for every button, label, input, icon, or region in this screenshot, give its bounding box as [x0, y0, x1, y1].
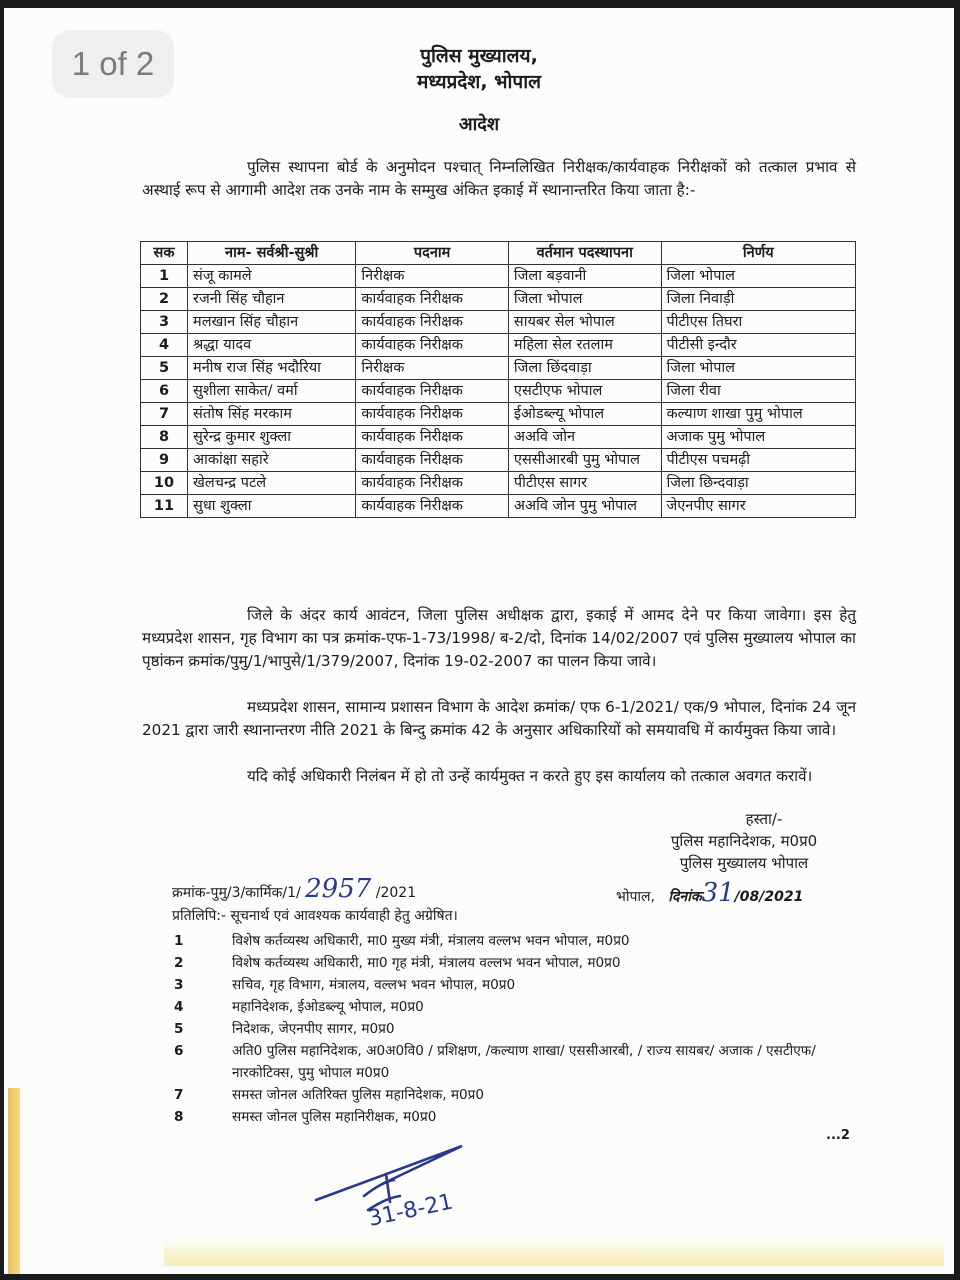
- signature-icon: [304, 1138, 504, 1228]
- cell-designation: कार्यवाहक निरीक्षक: [356, 495, 509, 518]
- table-body: [141, 265, 856, 518]
- cell-designation: कार्यवाहक निरीक्षक: [356, 426, 509, 449]
- cell-current-posting: ईओडब्ल्यू भोपाल: [508, 403, 661, 426]
- copy-to-item: [174, 952, 864, 974]
- copy-to-item: [174, 1018, 864, 1040]
- order-title: आदेश: [458, 114, 500, 135]
- reference-handwritten-number: 2957: [305, 874, 372, 904]
- copy-to-item-text: विशेष कर्तव्यस्थ अधिकारी, मा0 गृह मंत्री, मंत्रालय वल्लभ भवन भोपाल, म0प्र0: [232, 955, 621, 971]
- reference-number: [172, 874, 416, 904]
- table-row: [141, 403, 856, 426]
- cell-current-posting: सायबर सेल भोपाल: [508, 311, 661, 334]
- cell-current-posting: एसटीएफ भोपाल: [508, 380, 661, 403]
- copy-to-item: [174, 1040, 864, 1084]
- cell-decision: अजाक पुमु भोपाल: [661, 426, 855, 449]
- table-row: [141, 265, 856, 288]
- cell-name: संजू कामले: [188, 265, 356, 288]
- copy-to-item-text: निदेशक, जेएनपीए सागर, म0प्र0: [232, 1021, 395, 1037]
- table-row: [141, 334, 856, 357]
- table-row: [141, 472, 856, 495]
- cell-designation: कार्यवाहक निरीक्षक: [356, 311, 509, 334]
- cell-serial: 3: [141, 311, 188, 334]
- cell-name: सुधा शुक्ला: [188, 495, 356, 518]
- cell-decision: जिला रीवा: [661, 380, 855, 403]
- cell-serial: 2: [141, 288, 188, 311]
- cell-designation: कार्यवाहक निरीक्षक: [356, 380, 509, 403]
- copy-to-intro: प्रतिलिपि:- सूचनार्थ एवं आवश्यक कार्यवाही हेतु अग्रेषित।: [172, 908, 458, 924]
- paragraph-3: [142, 765, 856, 788]
- cell-decision: पीटीएस तिघरा: [661, 311, 855, 334]
- cell-current-posting: जिला छिंदवाड़ा: [508, 357, 661, 380]
- cell-current-posting: जिला भोपाल: [508, 288, 661, 311]
- table-row: [141, 449, 856, 472]
- cell-name: मलखान सिंह चौहान: [188, 311, 356, 334]
- copy-to-item-number: 2: [174, 955, 184, 971]
- transfer-table: [140, 241, 856, 518]
- dated-line: [616, 878, 803, 908]
- col-header-name: नाम- सर्वश्री-सुश्री: [188, 242, 356, 265]
- cell-designation: कार्यवाहक निरीक्षक: [356, 403, 509, 426]
- cell-serial: 9: [141, 449, 188, 472]
- signatory-title: पुलिस महानिदेशक, म0प्र0: [670, 832, 818, 850]
- paragraph-1-text: जिले के अंदर कार्य आवंटन, जिला पुलिस अधीक्षक द्वारा, इकाई में आमद देने पर किया जावेगा। इस हेतु मध्यप्रदेश शासन, गृह विभाग का पत्र क्रमांक-एफ-1-73/1998/ ब-2/दो, दिनांक 14/02/2007 एवं पुलिस मुख्यालय भोपाल का पृष्ठांकन क्रमांक/पुमु/1/भापुसे/1/379/2007, दिनांक 19-02-2007 का पालन किया जावे।: [142, 606, 856, 670]
- copy-to-item: [174, 974, 864, 996]
- cell-designation: कार्यवाहक निरीक्षक: [356, 449, 509, 472]
- col-header-designation: पदनाम: [356, 242, 509, 265]
- cell-serial: 11: [141, 495, 188, 518]
- cell-current-posting: जिला बड़वानी: [508, 265, 661, 288]
- cell-designation: कार्यवाहक निरीक्षक: [356, 288, 509, 311]
- copy-to-item-text: समस्त जोनल पुलिस महानिरीक्षक, म0प्र0: [232, 1109, 437, 1125]
- table-row: [141, 426, 856, 449]
- cell-current-posting: पीटीएस सागर: [508, 472, 661, 495]
- cell-designation: कार्यवाहक निरीक्षक: [356, 472, 509, 495]
- paragraph-2: [142, 696, 856, 742]
- col-header-serial: सक: [141, 242, 188, 265]
- copy-to-item-number: 8: [174, 1109, 184, 1125]
- cell-decision: जिला निवाड़ी: [661, 288, 855, 311]
- dated-label: दिनांक: [668, 889, 702, 905]
- signatory-block: [624, 808, 864, 874]
- copy-to-item-text: महानिदेशक, ईओडब्ल्यू भोपाल, म0प्र0: [232, 999, 424, 1015]
- cell-designation: निरीक्षक: [356, 265, 509, 288]
- cell-name: श्रद्धा यादव: [188, 334, 356, 357]
- cell-decision: जिला भोपाल: [661, 357, 855, 380]
- cell-serial: 1: [141, 265, 188, 288]
- col-header-decision: निर्णय: [661, 242, 855, 265]
- copy-to-item-number: 3: [174, 977, 184, 993]
- intro-paragraph: [142, 156, 856, 202]
- paragraph-2-text: मध्यप्रदेश शासन, सामान्य प्रशासन विभाग के आदेश क्रमांक/ एफ 6-1/2021/ एक/9 भोपाल, दिनांक 24 जून 2021 द्वारा जारी स्थानान्तरण नीति 2021 के बिन्दु क्रमांक 42 के अनुसार अधिकारियों को समयावधि में कार्यमुक्त किया जावे।: [142, 698, 856, 739]
- cell-name: संतोष सिंह मरकाम: [188, 403, 356, 426]
- cell-decision: कल्याण शाखा पुमु भोपाल: [661, 403, 855, 426]
- copy-to-item: [174, 1106, 864, 1128]
- cell-name: खेलचन्द्र पटले: [188, 472, 356, 495]
- cell-decision: पीटीसी इन्दौर: [661, 334, 855, 357]
- copy-to-item-text: सचिव, गृह विभाग, मंत्रालय, वल्लभ भवन भोपाल, म0प्र0: [232, 977, 516, 993]
- cell-current-posting: महिला सेल रतलाम: [508, 334, 661, 357]
- copy-to-item: [174, 930, 864, 952]
- reference-suffix: /2021: [375, 885, 417, 901]
- office-name: पुलिस मुख्यालय,: [420, 45, 538, 67]
- dated-handwritten-day: 31: [701, 878, 735, 908]
- cell-designation: निरीक्षक: [356, 357, 509, 380]
- signature-date: 31-8-21: [366, 1189, 456, 1228]
- table-row: [141, 380, 856, 403]
- cell-serial: 8: [141, 426, 188, 449]
- handwritten-signature: [304, 1138, 504, 1228]
- cell-name: मनीष राज सिंह भदौरिया: [188, 357, 356, 380]
- cell-current-posting: अअवि जोन: [508, 426, 661, 449]
- cell-decision: जिला छिन्दवाड़ा: [661, 472, 855, 495]
- copy-to-item-text: समस्त जोनल अतिरिक्त पुलिस महानिदेशक, म0प्र0: [232, 1087, 485, 1103]
- copy-to-list: [174, 930, 864, 1128]
- cell-serial: 6: [141, 380, 188, 403]
- signed-mark: हस्ता/-: [745, 810, 783, 828]
- dated-rest: /08/2021: [734, 889, 804, 905]
- copy-to-item-number: 1: [174, 933, 184, 949]
- table-row: [141, 357, 856, 380]
- cell-serial: 4: [141, 334, 188, 357]
- cell-serial: 10: [141, 472, 188, 495]
- cell-name: रजनी सिंह चौहान: [188, 288, 356, 311]
- cell-name: आकांक्षा सहारे: [188, 449, 356, 472]
- table-header-row: [141, 242, 856, 265]
- page-continuation: ...2: [826, 1128, 850, 1143]
- table-row: [141, 288, 856, 311]
- cell-name: सुशीला साकेत/ वर्मा: [188, 380, 356, 403]
- paragraph-1: [142, 604, 856, 673]
- table-row: [141, 311, 856, 334]
- office-location: मध्यप्रदेश, भोपाल: [416, 71, 542, 93]
- cell-serial: 5: [141, 357, 188, 380]
- intro-text: पुलिस स्थापना बोर्ड के अनुमोदन पश्चात् निम्नलिखित निरीक्षक/कार्यवाहक निरीक्षकों को तत्काल प्रभाव से अस्थाई रूप से आगामी आदेश तक उनके नाम के सम्मुख अंकित इकाई में स्थानान्तरित किया जाता है:-: [142, 158, 856, 199]
- cell-designation: कार्यवाहक निरीक्षक: [356, 334, 509, 357]
- copy-to-item: [174, 1084, 864, 1106]
- dated-place: भोपाल,: [616, 889, 655, 905]
- cell-decision: जेएनपीए सागर: [661, 495, 855, 518]
- cell-name: सुरेन्द्र कुमार शुक्ला: [188, 426, 356, 449]
- col-header-current-posting: वर्तमान पदस्थापना: [508, 242, 661, 265]
- cell-decision: पीटीएस पचमढ़ी: [661, 449, 855, 472]
- page-indicator: 1 of 2: [52, 30, 174, 98]
- copy-to-item-number: 5: [174, 1021, 184, 1037]
- cell-current-posting: अअवि जोन पुमु भोपाल: [508, 495, 661, 518]
- signatory-office: पुलिस मुख्यालय भोपाल: [679, 854, 809, 872]
- copy-to-item-text: अति0 पुलिस महानिदेशक, अ0अ0वि0 / प्रशिक्षण, /कल्याण शाखा/ एससीआरबी, / राज्य सायबर/ अजाक / एसटीएफ/ नारकोटिक्स, पुमु भोपाल म0प्र0: [232, 1043, 816, 1081]
- paragraph-3-text: यदि कोई अधिकारी निलंबन में हो तो उन्हें कार्यमुक्त न करते हुए इस कार्यालय को तत्काल अवगत करावें।: [247, 767, 813, 785]
- table-row: [141, 495, 856, 518]
- document-page: [4, 8, 954, 1274]
- cell-current-posting: एससीआरबी पुमु भोपाल: [508, 449, 661, 472]
- order-document: [4, 8, 954, 1274]
- reference-prefix: क्रमांक-पुमु/3/कार्मिक/1/: [172, 885, 301, 901]
- cell-serial: 7: [141, 403, 188, 426]
- copy-to-item-number: 7: [174, 1087, 184, 1103]
- copy-to-item: [174, 996, 864, 1018]
- copy-to-item-text: विशेष कर्तव्यस्थ अधिकारी, मा0 मुख्य मंत्री, मंत्रालय वल्लभ भवन भोपाल, म0प्र0: [232, 933, 630, 949]
- cell-decision: जिला भोपाल: [661, 265, 855, 288]
- copy-to-item-number: 4: [174, 999, 184, 1015]
- copy-to-item-number: 6: [174, 1043, 184, 1059]
